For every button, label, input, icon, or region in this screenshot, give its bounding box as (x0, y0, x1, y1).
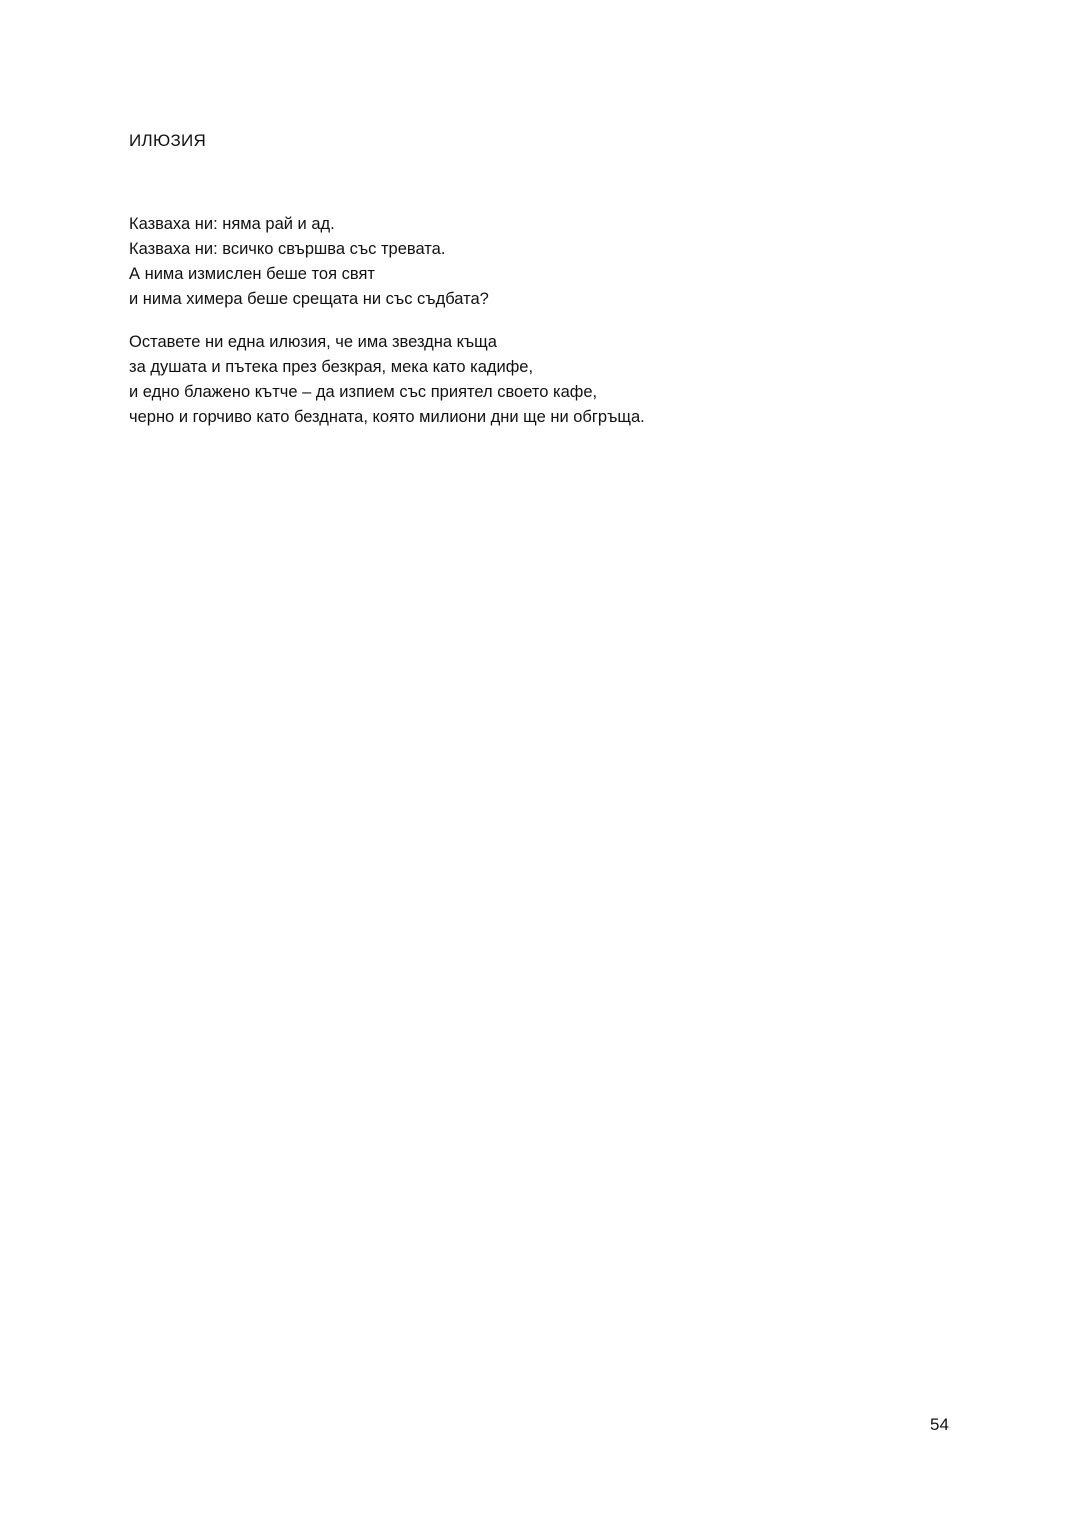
poem-line: Оставете ни една илюзия, че има звездна къща (129, 333, 497, 351)
poem-line: Казваха ни: няма рай и ад. (129, 215, 335, 233)
poem-title: ИЛЮЗИЯ (129, 131, 207, 150)
poem-line: и нима химера беше срещата ни със съдбата? (129, 290, 489, 308)
poem-line: Казваха ни: всичко свършва със тревата. (129, 240, 446, 258)
page-number: 54 (930, 1415, 949, 1434)
poem-stanza-2 (129, 330, 645, 430)
poem-stanza-1 (129, 212, 489, 312)
poem-line: и едно блажено кътче – да изпием със приятел своето кафе, (129, 383, 598, 401)
poem-line: А нима измислен беше тоя свят (129, 265, 375, 283)
poem-line: за душата и пътека през безкрая, мека като кадифе, (129, 358, 534, 376)
poem-line: черно и горчиво като бездната, която милиони дни ще ни обгръща. (129, 408, 645, 426)
